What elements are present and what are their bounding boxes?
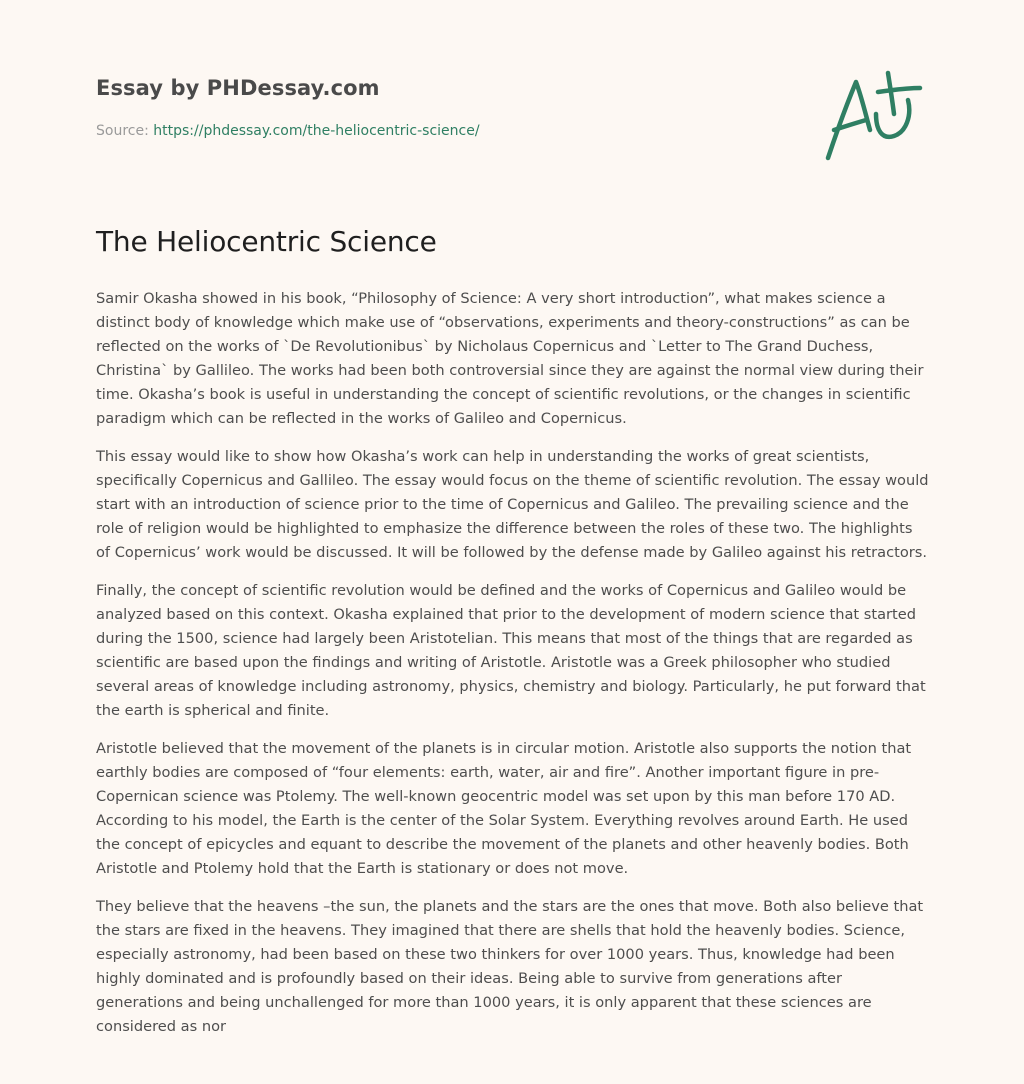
site-title: Essay by PHDessay.com [96,76,380,100]
essay-paragraph-3: Finally, the concept of scientific revolution would be defined and the works of Copernicus and Galileo would be analyzed based on this context. Okasha explained that prior to the development of modern science that started during the 1500, science had largely been Aristotelian. This means that most of the things that are regarded as scientific are based upon the findings and writing of Aristotle. Aristotle was a Greek philosopher who studied several areas of knowledge including astronomy, physics, chemistry and biology. Particularly, he put forward that the earth is spherical and finite. [96,582,926,719]
source-label: Source: [96,123,154,139]
essay-paragraph-2: This essay would like to show how Okasha’s work can help in understanding the works of great scientists, specifically Copernicus and Gallileo. The essay would focus on the theme of scientific revolution. The essay would start with an introduction of science prior to the time of Copernicus and Galileo. The prevailing science and the role of religion would be highlighted to emphasize the difference between the roles of these two. The highlights of Copernicus’ work would be discussed. It will be followed by the defense made by Galileo against his retractors. [96,448,929,561]
essay-paragraph-5: They believe that the heavens –the sun, the planets and the stars are the ones that move. Both also believe that the stars are fixed in the heavens. They imagined that there are shells that hold the heavenly bodies. Science, especially astronomy, had been based on these two thinkers for over 1000 years. Thus, knowledge had been highly dominated and is profoundly based on their ideas. Being able to survive from generations after generations and being unchallenged for more than 1000 years, it is only apparent that these sciences are considered as nor [96,898,924,1035]
essay-paragraph-1: Samir Okasha showed in his book, “Philosophy of Science: A very short introduction”, what makes science a distinct body of knowledge which make use of “observations, experiments and theory-constructions” as can be reflected on the works of `De Revolutionibus` by Nicholaus Copernicus and `Letter to The Grand Duchess, Christina` by Gallileo. The works had been both controversial since they are against the normal view during their time. Okasha’s book is useful in understanding the concept of scientific revolutions, or the changes in scientific paradigm which can be reflected in the works of Galileo and Copernicus. [96,290,924,427]
essay-title: The Heliocentric Science [96,225,437,258]
source-link[interactable]: https://phdessay.com/the-heliocentric-science/ [153,123,480,139]
essay-body [96,287,931,1053]
essay-paragraph-4: Aristotle believed that the movement of the planets is in circular motion. Aristotle also supports the notion that earthly bodies are composed of “four elements: earth, water, air and fire”. Another important figure in pre-Copernican science was Ptolemy. The well-known geocentric model was set upon by this man before 170 AD. According to his model, the Earth is the center of the Solar System. Everything revolves around Earth. He used the concept of epicycles and equant to describe the movement of the planets and other heavenly bodies. Both Aristotle and Ptolemy hold that the Earth is stationary or does not move. [96,740,912,877]
a-plus-grade-icon [822,68,928,164]
source-line [96,123,480,139]
